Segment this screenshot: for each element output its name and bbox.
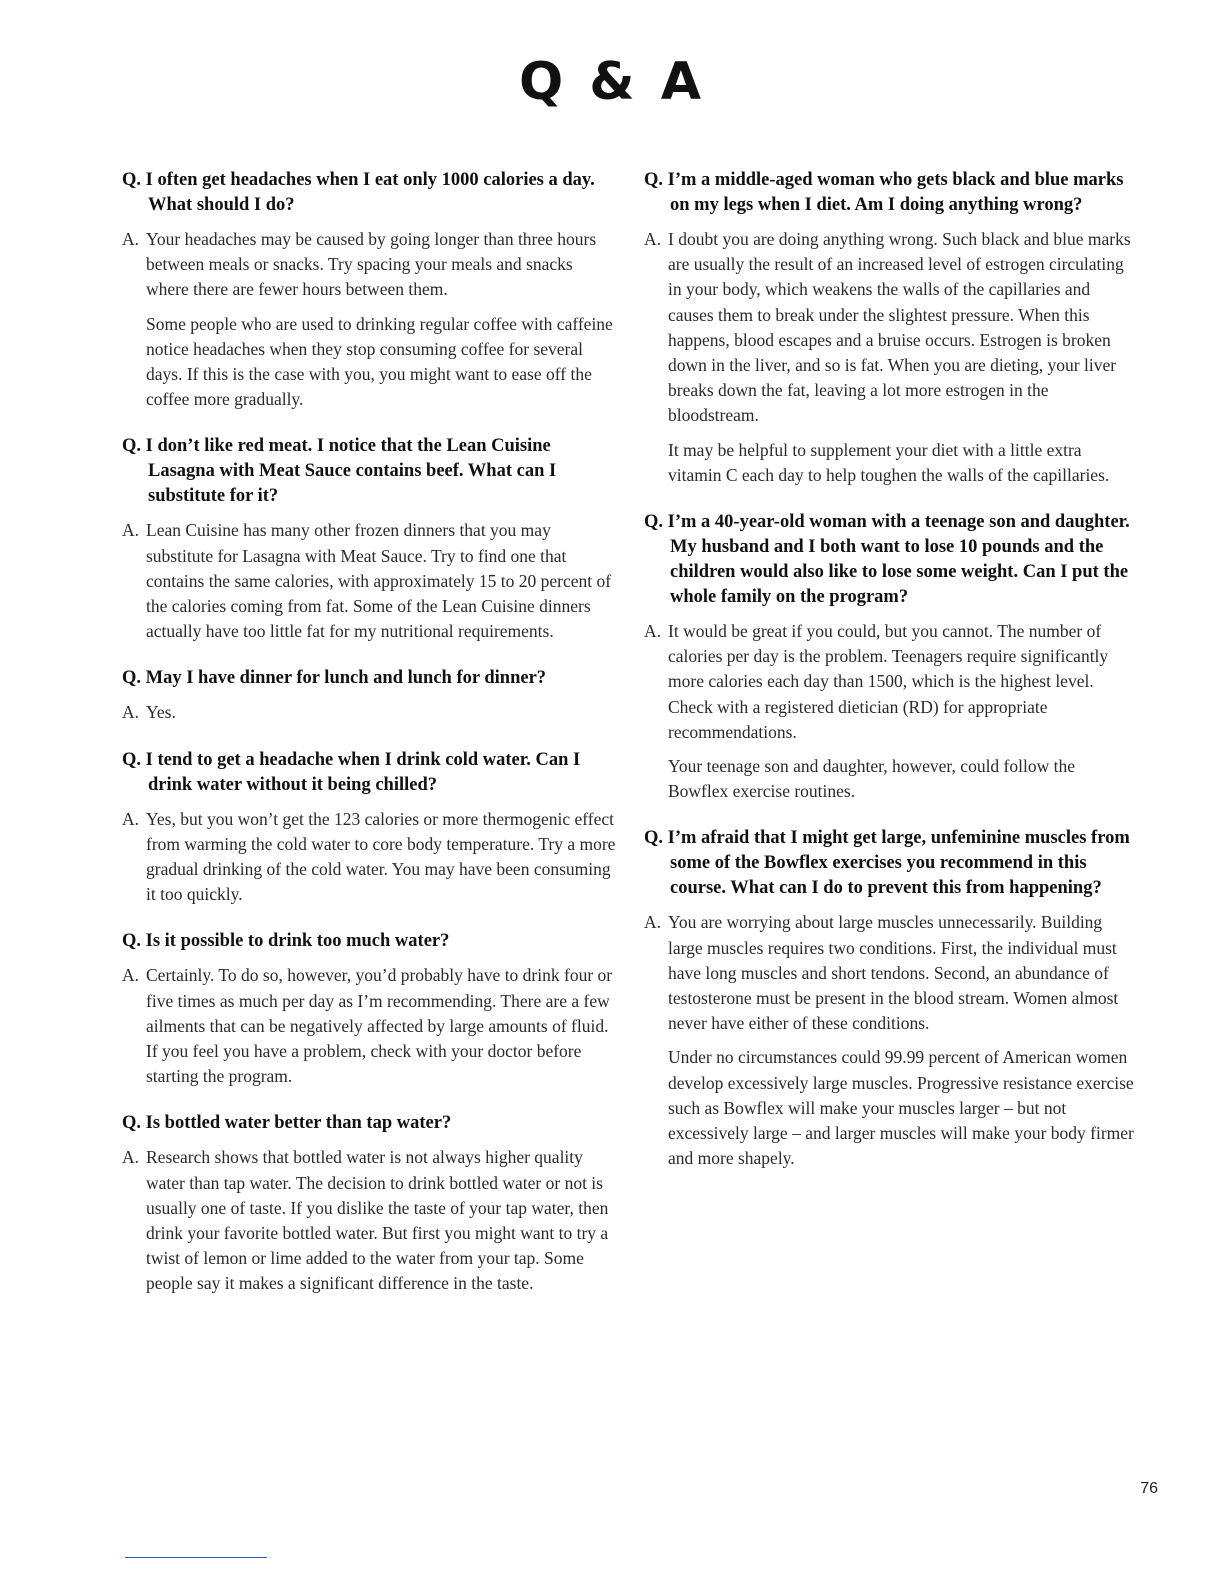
- footer-divider: [125, 1557, 267, 1558]
- answer-prefix: A.: [644, 229, 662, 249]
- right-column: [644, 168, 1139, 1193]
- answer-paragraph: Under no circumstances could 99.99 percent of American women develop excessively large muscles. Progressive resistance exercise such as Bowflex will make your muscles larger – but not excessively large – and larger muscles will make your body firmer and more shapely.: [668, 1047, 1134, 1169]
- answer-text: Yes, but you won’t get the 123 calories or more thermogenic effect from warming the cold water to core body temperature. Try a more gradual drinking of the cold water. You may have been consuming it too quickly.: [146, 808, 616, 905]
- answer-paragraph: [122, 807, 617, 908]
- answer-text: Your headaches may be caused by going longer than three hours between meals or snacks. Try spacing your meals and snacks where there are fewer hours between them.: [146, 229, 597, 300]
- qa-item: [644, 168, 1139, 488]
- question: Q. I don’t like red meat. I notice that the Lean Cuisine Lasagna with Meat Sauce contains beef. What can I substitute for it?: [122, 436, 557, 507]
- answer-text: Lean Cuisine has many other frozen dinners that you may substitute for Lasagna with Meat Sauce. Try to find one that contains the same calories, with approximately 15 to 20 percent of the calories coming from fat. Some of the Lean Cuisine dinners actually have too little fat for my nutritional requirements.: [146, 520, 612, 642]
- answer-prefix: A.: [122, 1147, 140, 1168]
- question: Q. I’m a middle-aged woman who gets black and blue marks on my legs when I diet. Am I doing anything wrong?: [644, 170, 1124, 215]
- answer-paragraph: [122, 1145, 617, 1296]
- question: Q. I’m a 40-year-old woman with a teenage son and daughter. My husband and I both want to lose 10 pounds and the children would also like to lose some weight. Can I put the whole family on the program?: [644, 512, 1130, 608]
- answer-text: Certainly. To do so, however, you’d probably have to drink four or five times as much per day as I’m recommending. There are a few ailments that can be negatively affected by large amounts of fluid. If you feel you have a problem, check with your doctor before starting the program.: [146, 965, 613, 1087]
- answer-paragraph: Some people who are used to drinking regular coffee with caffeine notice headaches when they stop consuming coffee for several days. If this is the case with you, you might want to ease off the coffee more gradually.: [146, 313, 613, 410]
- qa-item: [122, 168, 617, 412]
- qa-item: [122, 1111, 617, 1296]
- answer-text: You are worrying about large muscles unnecessarily. Building large muscles requires two conditions. First, the individual must have long muscles and short tendons. Second, an abundance of testosterone must be present in the blood stream. Women almost never have either of these conditions.: [668, 912, 1119, 1034]
- qa-item: [122, 748, 617, 908]
- page-number: 76: [1140, 1480, 1158, 1497]
- answer-paragraph: [122, 963, 617, 1089]
- left-column: [122, 168, 617, 1319]
- answer-prefix: A.: [122, 702, 140, 723]
- answer-paragraph: [122, 518, 617, 644]
- question: Q. Is it possible to drink too much water?: [122, 931, 450, 952]
- answer-paragraph: It may be helpful to supplement your diet with a little extra vitamin C each day to help toughen the walls of the capillaries.: [668, 439, 1110, 485]
- page-title: Q & A: [518, 52, 705, 112]
- qa-item: [644, 826, 1139, 1171]
- question: Q. Is bottled water better than tap water?: [122, 1113, 452, 1134]
- answer-prefix: A.: [122, 229, 140, 249]
- question: Q. I often get headaches when I eat only 1000 calories a day. What should I do?: [122, 170, 595, 215]
- answer-text: Research shows that bottled water is not always higher quality water than tap water. The decision to drink bottled water or not is usually one of taste. If you dislike the taste of your tap water, then drink your favorite bottled water. But first you might want to try a twist of lemon or lime added to the water from your tap. Some people say it makes a significant difference in the taste.: [146, 1147, 609, 1294]
- qa-item: [122, 434, 617, 644]
- qa-item: [644, 510, 1139, 804]
- answer-paragraph: [122, 700, 617, 725]
- answer-prefix: A.: [644, 621, 662, 642]
- answer-paragraph: Your teenage son and daughter, however, could follow the Bowflex exercise routines.: [668, 756, 1075, 802]
- answer-prefix: A.: [122, 808, 140, 829]
- answer-paragraph: [644, 910, 1139, 1036]
- answer-prefix: A.: [122, 520, 140, 541]
- answer-text: Yes.: [146, 702, 176, 723]
- qa-item: [122, 929, 617, 1089]
- answer-prefix: A.: [644, 912, 662, 933]
- answer-text: I doubt you are doing anything wrong. Such black and blue marks are usually the result of an increased level of estrogen circulating in your body, which weakens the walls of the capillaries and causes them to break under the slightest pressure. When this happens, blood escapes and a bruise occurs. Estrogen is broken down in the liver, and so is fat. When you are dieting, your liver breaks down the fat, leaving a lot more estrogen in the bloodstream.: [668, 229, 1131, 426]
- question: Q. I’m afraid that I might get large, unfeminine muscles from some of the Bowflex exercises you recommend in this course. What can I do to prevent this from happening?: [644, 828, 1130, 899]
- answer-paragraph: [644, 619, 1139, 745]
- answer-text: It would be great if you could, but you cannot. The number of calories per day is the problem. Teenagers require significantly more calories each day than 1500, which is the highest level. Check with a registered dietician (RD) for appropriate recommendations.: [668, 621, 1109, 742]
- question: Q. May I have dinner for lunch and lunch for dinner?: [122, 668, 547, 689]
- question: Q. I tend to get a headache when I drink cold water. Can I drink water without it being chilled?: [122, 749, 581, 795]
- answer-paragraph: [644, 227, 1139, 429]
- answer-paragraph: [122, 227, 617, 303]
- qa-item: [122, 666, 617, 725]
- answer-prefix: A.: [122, 965, 140, 986]
